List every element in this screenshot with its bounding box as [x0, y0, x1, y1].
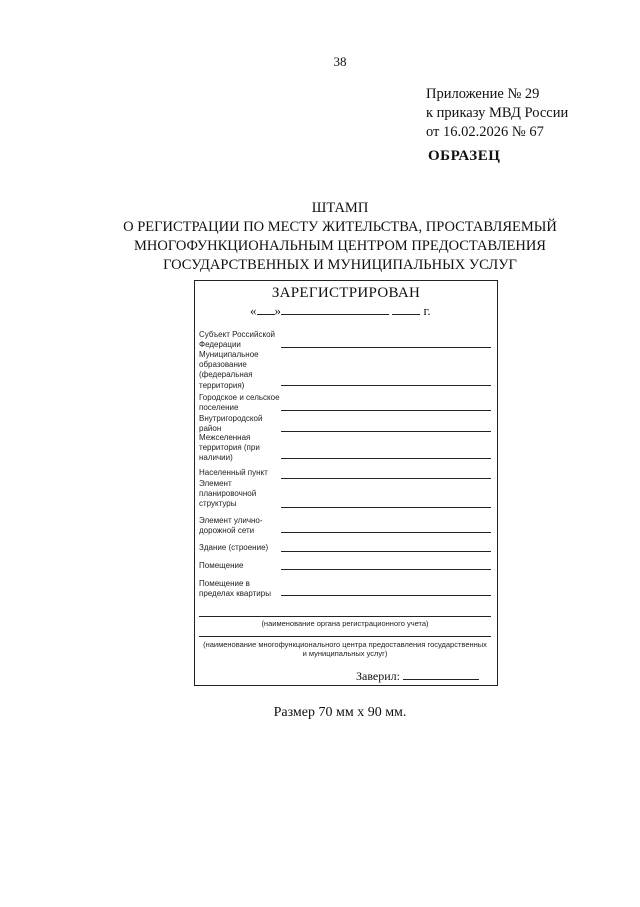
apartment-room-line[interactable]: [281, 595, 491, 596]
field-label-municipality: Муниципальное образование (федеральная территория): [199, 350, 259, 390]
field-label-settlement: Городское и сельское поселение: [199, 393, 280, 413]
premises-line[interactable]: [281, 569, 491, 570]
size-note: Размер 70 мм х 90 мм.: [273, 705, 407, 720]
date-close-quote: »: [274, 303, 281, 318]
road-line[interactable]: [281, 532, 491, 533]
certified-row: [356, 668, 479, 684]
appendix-number: Приложение № 29: [426, 86, 540, 102]
field-label-road: Элемент улично-дорожной сети: [199, 516, 263, 536]
field-label-premises: Помещение: [199, 561, 244, 570]
year-blank: [392, 303, 420, 315]
registration-authority-line[interactable]: [199, 616, 491, 617]
appendix-order: к приказу МВД России: [426, 105, 569, 121]
title-line: ШТАМП: [311, 200, 369, 216]
settlement-line[interactable]: [281, 410, 491, 411]
appendix-date: от 16.02.2026 № 67: [426, 124, 544, 140]
page-number: 38: [333, 54, 347, 69]
field-label-locality: Населенный пункт: [199, 468, 268, 477]
sample-label: ОБРАЗЕЦ: [428, 148, 501, 164]
field-label-intracity: Внутригородской район: [199, 414, 263, 434]
month-blank: [281, 303, 389, 315]
field-label-intersettlement: Межселенная территория (при наличии): [199, 433, 260, 463]
document-title: [90, 199, 590, 275]
title-line: О РЕГИСТРАЦИИ ПО МЕСТУ ЖИТЕЛЬСТВА, ПРОСТАВЛЯЕМЫЙ: [123, 219, 557, 235]
certified-signature-line[interactable]: [403, 668, 479, 680]
field-label-building: Здание (строение): [199, 543, 269, 552]
intracity-line[interactable]: [281, 431, 491, 432]
appendix-reference: [426, 85, 568, 142]
day-blank: [257, 303, 275, 315]
locality-line[interactable]: [281, 478, 491, 479]
field-label-subject: Субъект Российской Федерации: [199, 330, 275, 350]
municipality-line[interactable]: [281, 385, 491, 386]
field-label-apartment-room: Помещение в пределах квартиры: [199, 579, 271, 599]
year-suffix: г.: [423, 303, 431, 318]
field-label-planning: Элемент планировочной структуры: [199, 479, 257, 509]
intersettlement-line[interactable]: [281, 458, 491, 459]
title-line: ГОСУДАРСТВЕННЫХ И МУНИЦИПАЛЬНЫХ УСЛУГ: [163, 257, 517, 273]
subject-line[interactable]: [281, 347, 491, 348]
mfc-caption-line1: (наименование многофункционального центра предоставления государственных: [203, 640, 487, 649]
certified-label: Заверил:: [356, 669, 401, 683]
registration-authority-caption: (наименование органа регистрационного учета): [261, 619, 429, 628]
building-line[interactable]: [281, 551, 491, 552]
date-open-quote: «: [250, 303, 257, 318]
title-line: МНОГОФУНКЦИОНАЛЬНЫМ ЦЕНТРОМ ПРЕДОСТАВЛЕНИЯ: [134, 238, 546, 254]
planning-line[interactable]: [281, 507, 491, 508]
mfc-line[interactable]: [199, 636, 491, 637]
mfc-caption-line2: и муниципальных услуг): [302, 649, 388, 658]
date-row: [250, 303, 431, 319]
stamp-heading: ЗАРЕГИСТРИРОВАН: [271, 285, 421, 301]
